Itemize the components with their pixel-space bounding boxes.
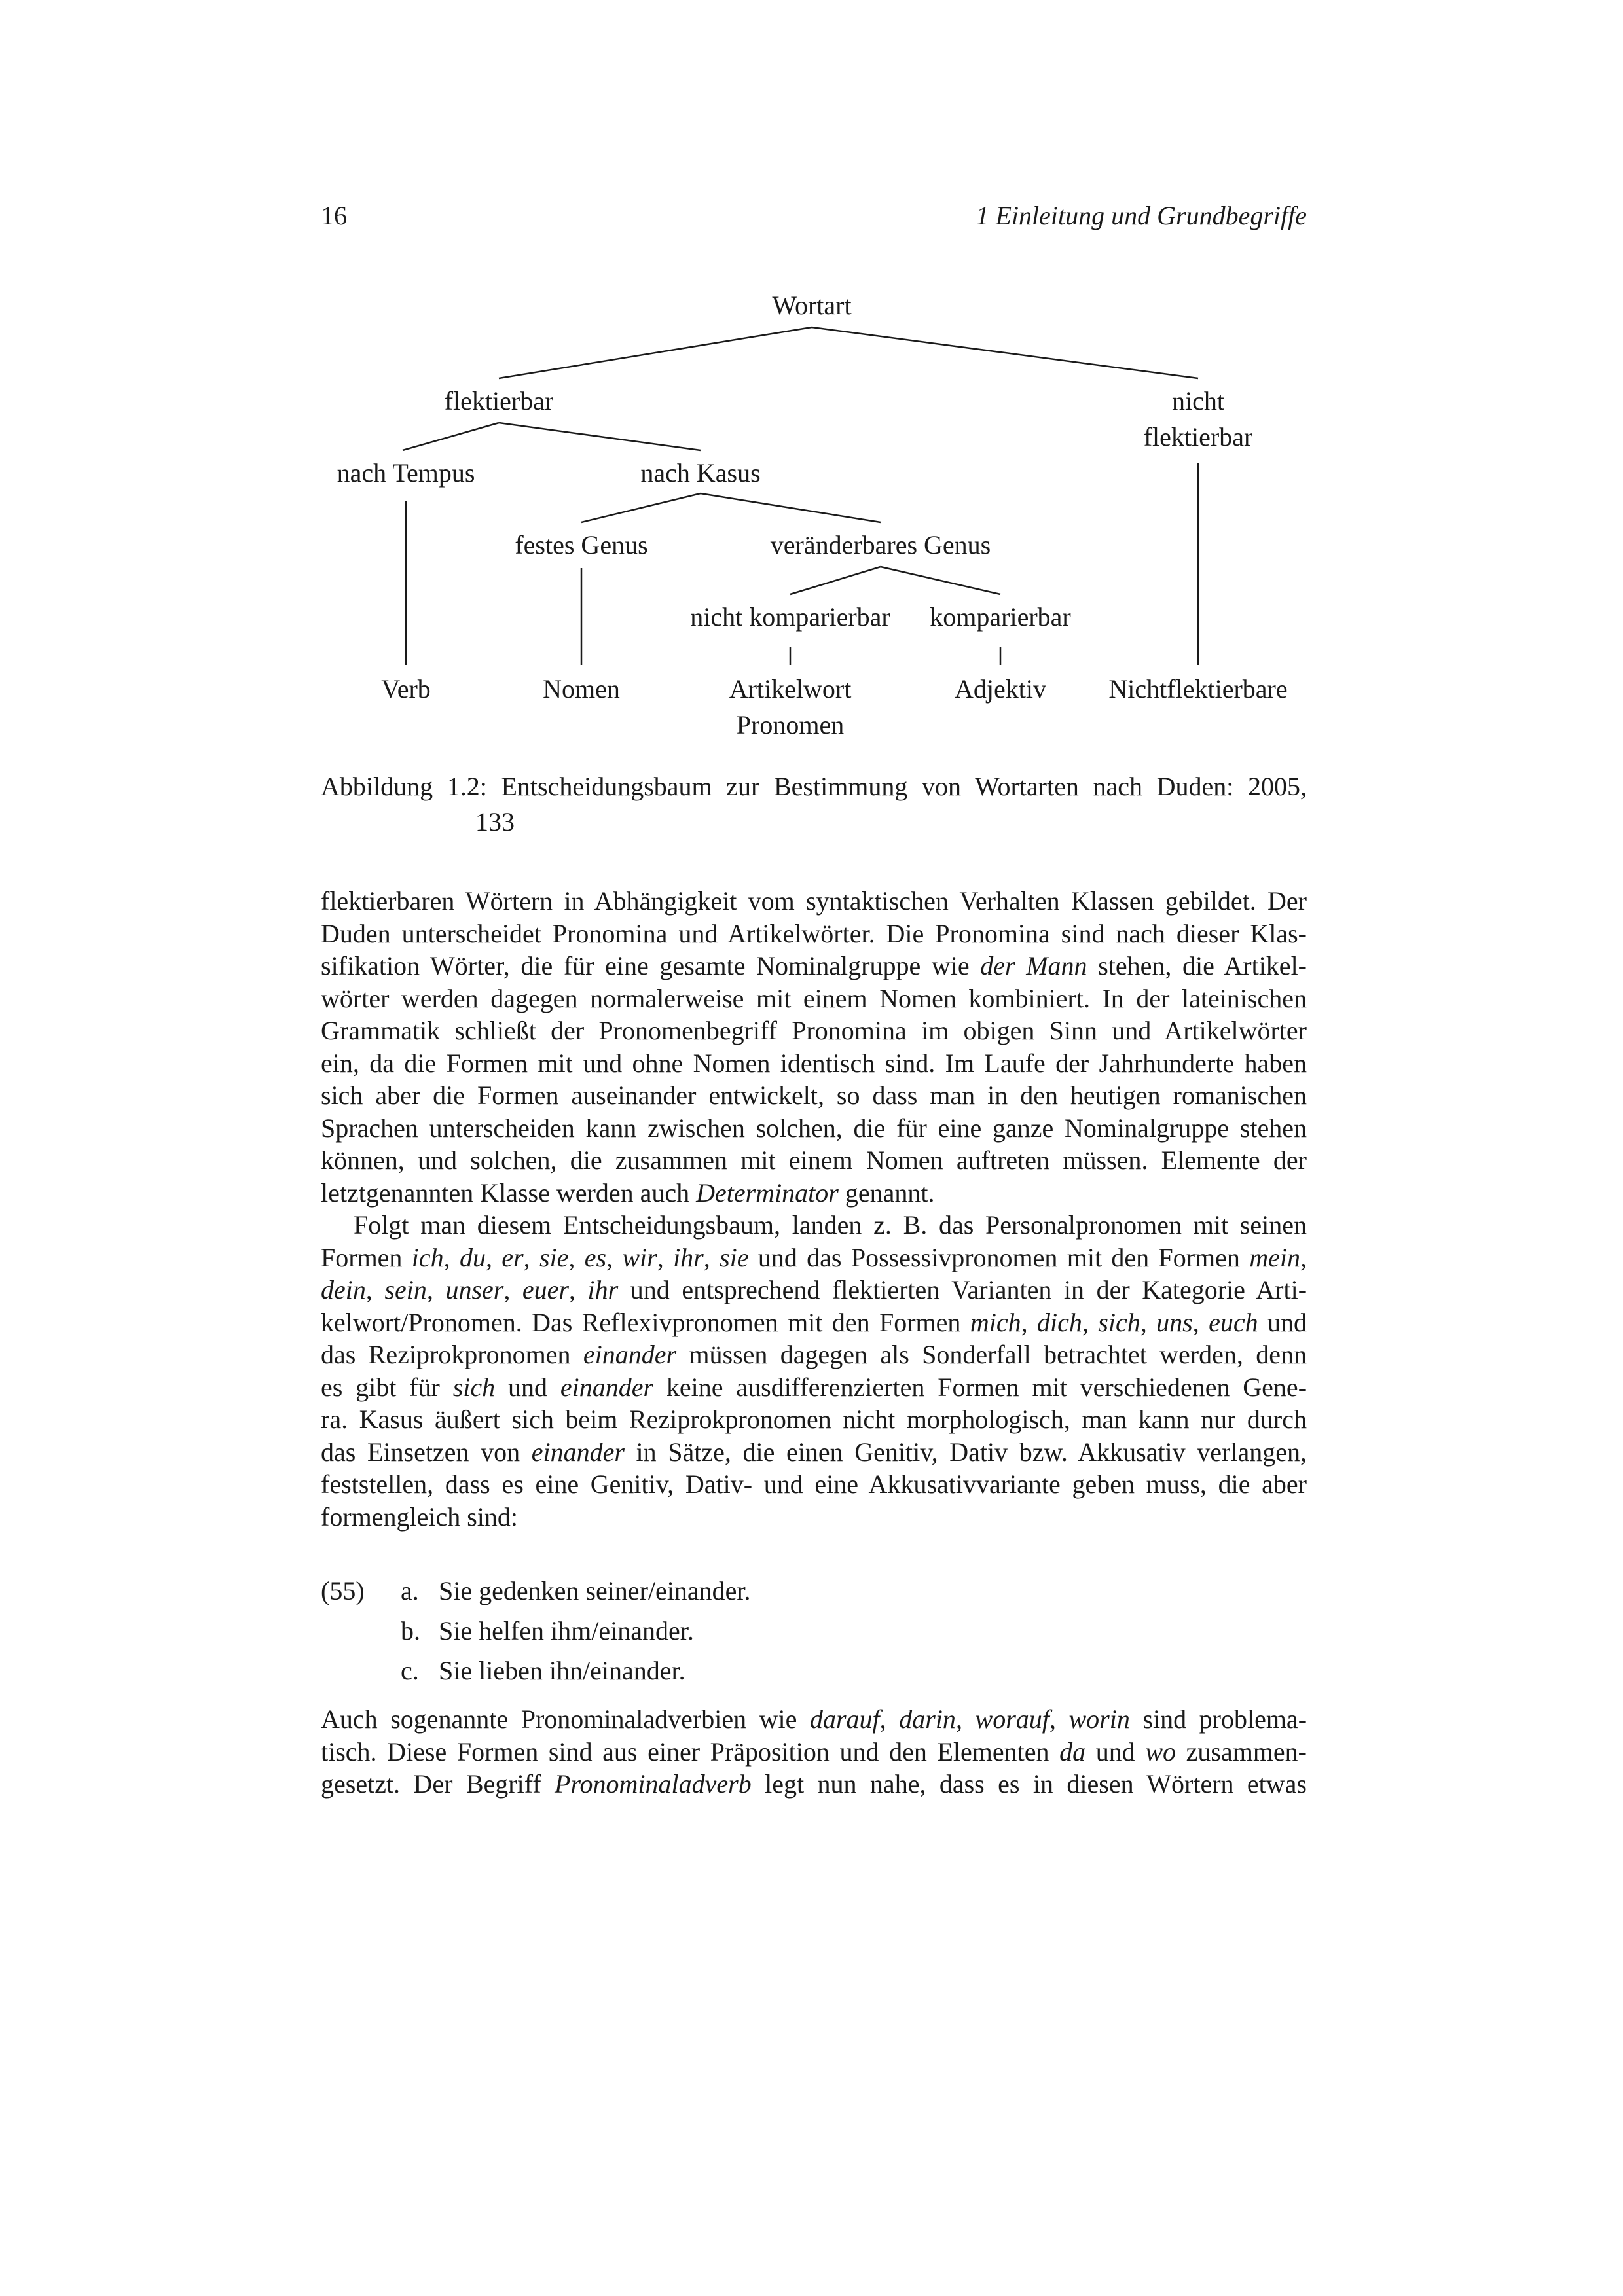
edge-veraenderbar-nicht-komparierbar: [790, 567, 881, 594]
text-line: wörter werden dagegen normalerweise mit einem Nomen kombiniert. In der lateinischen: [321, 983, 1307, 1013]
node-nach-kasus: nach Kasus: [640, 458, 761, 488]
example-number: (55): [321, 1576, 365, 1605]
text-line: Grammatik schließt der Pronomenbegriff Pronomina im obigen Sinn und Artikelwörter: [321, 1016, 1307, 1045]
text-line: feststellen, dass es eine Genitiv, Dativ- und eine Akkusativvariante geben muss, die aber: [321, 1469, 1307, 1499]
text-line: es gibt für sich und einander keine ausdifferenzierten Formen mit verschiedenen Gene-: [321, 1372, 1307, 1402]
example-text: Sie lieben ihn/einander.: [439, 1656, 685, 1685]
edge-wortart-nicht-flektierbar: [812, 327, 1198, 378]
node-wortart: Wortart: [772, 291, 852, 320]
caption-line-2: 133: [475, 807, 515, 836]
text-line: Folgt man diesem Entscheidungsbaum, landen z. B. das Personalpronomen mit seinen: [354, 1210, 1307, 1240]
running-head: 1 Einleitung und Grundbegriffe: [976, 201, 1307, 230]
example-label: a.: [401, 1576, 419, 1605]
term-der-mann: der Mann: [980, 951, 1087, 980]
text-line: Sprachen unterscheiden kann zwischen solchen, die für eine ganze Nominalgruppe stehen: [321, 1113, 1307, 1143]
example-text: Sie gedenken seiner/einander.: [439, 1576, 751, 1605]
node-artikelwort: Artikelwort: [729, 674, 852, 704]
node-pronomen: Pronomen: [736, 710, 845, 740]
example-label: c.: [401, 1656, 419, 1685]
node-nicht-komparierbar: nicht komparierbar: [690, 602, 890, 632]
node-adjektiv: Adjektiv: [955, 674, 1046, 704]
text-line: tisch. Diese Formen sind aus einer Präposition und den Elementen da und wo zusammen-: [321, 1736, 1307, 1767]
text-line: Formen ich, du, er, sie, es, wir, ihr, sie und das Possessivpronomen mit den Formen mein,: [321, 1242, 1307, 1272]
figure-caption: [321, 769, 1307, 840]
text-line: ein, da die Formen mit und ohne Nomen identisch sind. Im Laufe der Jahrhunderte haben: [321, 1048, 1307, 1078]
example-item-c: [401, 1651, 685, 1691]
text-line: dein, sein, unser, euer, ihr und entsprechend flektierten Varianten in der Kategorie Arti-: [321, 1275, 1307, 1304]
text-line: sifikation Wörter, die für eine gesamte Nominalgruppe wie der Mann stehen, die Artikel-: [321, 951, 1307, 980]
text-line: formengleich sind:: [321, 1501, 519, 1532]
node-nach-tempus: nach Tempus: [337, 458, 475, 488]
paragraph-3: [321, 1703, 1307, 1801]
node-nicht-flektierbar-line2: flektierbar: [1143, 422, 1253, 452]
text-line: ra. Kasus äußert sich beim Reziprokpronomen nicht morphologisch, man kann nur durch: [321, 1405, 1307, 1434]
paragraph-2: [321, 1209, 1307, 1533]
text-line: gesetzt. Der Begriff Pronominaladverb legt nun nahe, dass es in diesen Wörtern etwas: [321, 1769, 1307, 1799]
text-line: das Einsetzen von einander in Sätze, die einen Genitiv, Dativ bzw. Akkusativ verlangen,: [321, 1437, 1307, 1467]
node-komparierbar: komparierbar: [930, 602, 1071, 632]
text-line: das Reziprokpronomen einander müssen dagegen als Sonderfall betrachtet werden, denn: [321, 1340, 1307, 1369]
node-festes-genus: festes Genus: [515, 530, 648, 560]
example-text: Sie helfen ihm/einander.: [439, 1616, 694, 1645]
text-line: letztgenannten Klasse werden auch Determinator genannt.: [321, 1177, 935, 1208]
edge-wortart-flektierbar: [499, 327, 812, 378]
term-determinator: Determinator: [696, 1177, 839, 1208]
text-line: flektierbaren Wörtern in Abhängigkeit vom syntaktischen Verhalten Klassen gebildet. Der: [321, 886, 1307, 916]
node-veraenderbares-genus: veränderbares Genus: [770, 530, 991, 560]
edge-flektierbar-kasus: [499, 423, 701, 450]
node-nicht-flektierbar-line1: nicht: [1172, 386, 1224, 416]
paragraph-1: [321, 885, 1307, 1209]
text-line: sich aber die Formen auseinander entwickelt, so dass man in den heutigen romanischen: [321, 1081, 1307, 1110]
node-verb: Verb: [381, 674, 431, 704]
edge-kasus-veraenderbar: [701, 493, 881, 522]
example-label: b.: [401, 1616, 420, 1645]
text-line: können, und solchen, die zusammen mit einem Nomen auftreten müssen. Elemente der: [321, 1145, 1307, 1175]
page-number: 16: [321, 201, 347, 230]
node-nichtflektierbare: Nichtflektierbare: [1108, 674, 1288, 704]
example-item-b: [401, 1611, 694, 1651]
example-item-a: [401, 1571, 750, 1611]
text-line: Duden unterscheidet Pronomina und Artikelwörter. Die Pronomina sind nach dieser Klas-: [321, 918, 1307, 948]
node-nomen: Nomen: [543, 674, 620, 704]
tree-edges: [0, 0, 1623, 759]
node-flektierbar: flektierbar: [444, 386, 554, 416]
caption-line-1: Abbildung 1.2: Entscheidungsbaum zur Bestimmung von Wortarten nach Duden: 2005,: [321, 772, 1307, 801]
decision-tree-figure: [0, 0, 1623, 759]
edge-veraenderbar-komparierbar: [881, 567, 1000, 594]
edge-kasus-festes: [581, 493, 701, 522]
text-line: Auch sogenannte Pronominaladverbien wie darauf, darin, worauf, worin sind problema-: [321, 1704, 1307, 1734]
text-line: kelwort/Pronomen. Das Reflexivpronomen mit den Formen mich, dich, sich, uns, euch und: [321, 1307, 1307, 1337]
edge-flektierbar-tempus: [403, 423, 499, 450]
